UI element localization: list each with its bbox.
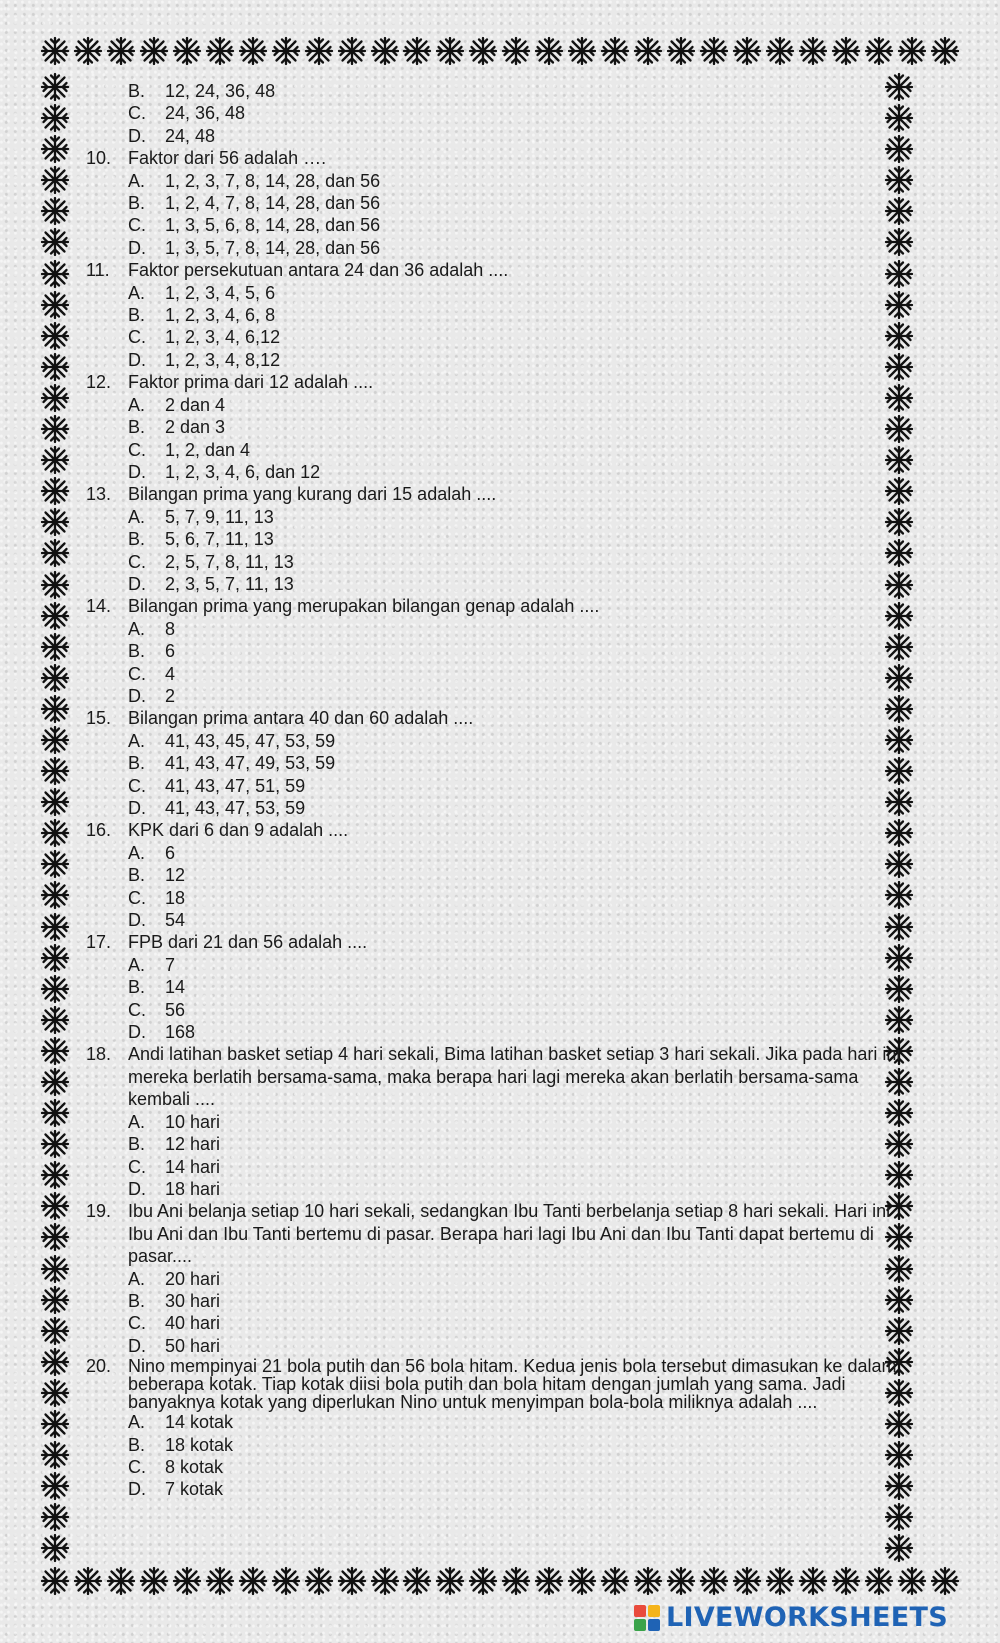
asterisk-flower-icon — [40, 1191, 70, 1221]
worksheet-content — [86, 80, 916, 1501]
option-text: 1, 2, 4, 7, 8, 14, 28, dan 56 — [165, 193, 381, 214]
option-text: 18 — [165, 887, 186, 908]
previous-question-options — [86, 80, 916, 147]
answer-option[interactable] — [86, 461, 916, 483]
option-letter: A. — [128, 282, 146, 303]
answer-option[interactable] — [86, 237, 916, 259]
asterisk-flower-icon — [271, 36, 301, 66]
option-letter: B. — [128, 977, 146, 998]
option-letter: C. — [128, 551, 146, 572]
option-text: 1, 2, 3, 4, 6, 8 — [165, 305, 276, 326]
question-number: 14. — [86, 596, 112, 617]
answer-option[interactable] — [86, 282, 916, 304]
asterisk-flower-icon — [40, 725, 70, 755]
asterisk-flower-icon — [600, 1566, 630, 1596]
asterisk-flower-icon — [40, 663, 70, 693]
answer-option[interactable] — [86, 730, 916, 752]
option-letter: D. — [128, 1479, 146, 1500]
question-text: Nino mempinyai 21 bola putih dan 56 bola hitam. Kedua jenis bola tersebut dimasukan ke dalam beberapa kotak. Tiap kotak diisi bola putih dan bola hitam dengan jumlah yang sama. Jadi banyaknya kotak yang diperlukan Nino untuk menyimpan bola-bola miliknya adalah .... — [128, 1356, 897, 1413]
asterisk-flower-icon — [172, 36, 202, 66]
answer-option[interactable] — [86, 685, 916, 707]
asterisk-flower-icon — [435, 1566, 465, 1596]
option-text: 14 kotak — [165, 1412, 234, 1433]
asterisk-flower-icon — [238, 1566, 268, 1596]
answer-option[interactable] — [86, 416, 916, 438]
option-text: 24, 36, 48 — [165, 103, 246, 124]
answer-option[interactable] — [86, 864, 916, 886]
asterisk-flower-icon — [40, 1409, 70, 1439]
question-text: Faktor persekutuan antara 24 dan 36 adalah .... — [128, 260, 509, 281]
option-text: 12 hari — [165, 1134, 221, 1155]
option-letter: B. — [128, 865, 146, 886]
option-text: 18 hari — [165, 1178, 221, 1199]
option-text: 18 kotak — [165, 1434, 234, 1455]
option-letter: D. — [128, 125, 146, 146]
asterisk-flower-icon — [40, 1533, 70, 1563]
asterisk-flower-icon — [402, 36, 432, 66]
answer-option[interactable] — [86, 1178, 916, 1200]
asterisk-flower-icon — [633, 1566, 663, 1596]
asterisk-flower-icon — [370, 1566, 400, 1596]
question-item — [86, 931, 916, 1043]
answer-option[interactable] — [86, 573, 916, 595]
asterisk-flower-icon — [765, 1566, 795, 1596]
option-text: 1, 3, 5, 7, 8, 14, 28, dan 56 — [165, 237, 381, 258]
question-list — [86, 147, 916, 1501]
asterisk-flower-icon — [40, 1378, 70, 1408]
asterisk-flower-icon — [337, 1566, 367, 1596]
asterisk-flower-icon — [897, 36, 927, 66]
question-text: Ibu Ani belanja setiap 10 hari sekali, sedangkan Ibu Tanti berbelanja setiap 8 hari sekali. Hari ini Ibu Ani dan Ibu Tanti bertemu di pasar. Berapa hari lagi Ibu Ani dan Ibu Tanti dapat bertemu di pasar.... — [128, 1201, 891, 1267]
question-text: Bilangan prima antara 40 dan 60 adalah .... — [128, 708, 474, 729]
asterisk-flower-icon — [468, 1566, 498, 1596]
option-text: 8 — [165, 618, 176, 639]
asterisk-flower-icon — [40, 36, 70, 66]
answer-option[interactable] — [86, 528, 916, 550]
asterisk-flower-icon — [40, 1347, 70, 1377]
asterisk-flower-icon — [139, 1566, 169, 1596]
option-text: 40 hari — [165, 1313, 221, 1334]
question-item — [86, 259, 916, 371]
option-text: 4 — [165, 663, 176, 684]
question-text: FPB dari 21 dan 56 adalah .... — [128, 932, 368, 953]
option-letter: B. — [128, 1290, 146, 1311]
option-letter: D. — [128, 1022, 146, 1043]
answer-option[interactable] — [86, 192, 916, 214]
question-text: KPK dari 6 dan 9 adalah .... — [128, 820, 349, 841]
option-text: 1, 2, 3, 4, 5, 6 — [165, 282, 276, 303]
option-letter: C. — [128, 215, 146, 236]
asterisk-flower-icon — [40, 1129, 70, 1159]
answer-option[interactable] — [86, 326, 916, 348]
asterisk-flower-icon — [40, 1471, 70, 1501]
asterisk-flower-icon — [172, 1566, 202, 1596]
asterisk-flower-icon — [567, 1566, 597, 1596]
option-letter: C. — [128, 439, 146, 460]
option-letter: D. — [128, 798, 146, 818]
asterisk-flower-icon — [304, 36, 334, 66]
option-letter: B. — [128, 1134, 146, 1155]
answer-option[interactable] — [86, 102, 916, 124]
answer-option[interactable] — [86, 640, 916, 662]
brand-name: LIVEWORKSHEETS — [665, 1602, 948, 1633]
asterisk-flower-icon — [40, 321, 70, 351]
asterisk-flower-icon — [40, 1440, 70, 1470]
asterisk-flower-icon — [798, 36, 828, 66]
option-letter: D. — [128, 237, 146, 258]
asterisk-flower-icon — [435, 36, 465, 66]
answer-option[interactable] — [86, 1111, 916, 1133]
option-letter: C. — [128, 663, 146, 684]
option-text: 14 — [165, 977, 186, 998]
asterisk-flower-icon — [666, 36, 696, 66]
option-text: 1, 2, dan 4 — [165, 439, 251, 460]
asterisk-flower-icon — [73, 1566, 103, 1596]
asterisk-flower-icon — [40, 943, 70, 973]
question-item — [86, 483, 916, 595]
asterisk-flower-icon — [40, 787, 70, 817]
asterisk-flower-icon — [40, 1254, 70, 1284]
answer-option[interactable] — [86, 1312, 916, 1334]
asterisk-flower-icon — [633, 36, 663, 66]
option-letter: A. — [128, 170, 146, 191]
answer-option[interactable] — [86, 551, 916, 573]
option-letter: A. — [128, 1412, 146, 1433]
option-letter: C. — [128, 327, 146, 348]
asterisk-flower-icon — [139, 36, 169, 66]
option-letter: A. — [128, 730, 146, 751]
question-number: 15. — [86, 708, 112, 729]
asterisk-flower-icon — [106, 36, 136, 66]
option-text: 1, 2, 3, 7, 8, 14, 28, dan 56 — [165, 170, 381, 191]
asterisk-flower-icon — [864, 36, 894, 66]
option-letter: A. — [128, 954, 146, 975]
question-item — [86, 371, 916, 483]
asterisk-flower-icon — [40, 103, 70, 133]
option-letter: A. — [128, 842, 146, 863]
option-letter: D. — [128, 349, 146, 370]
question-item — [86, 1043, 916, 1200]
asterisk-flower-icon — [40, 352, 70, 382]
answer-option[interactable] — [86, 909, 916, 931]
asterisk-flower-icon — [40, 849, 70, 879]
question-item — [86, 819, 916, 931]
answer-option[interactable] — [86, 976, 916, 998]
asterisk-flower-icon — [40, 632, 70, 662]
question-number: 11. — [86, 260, 110, 281]
option-letter: D. — [128, 461, 146, 482]
answer-option[interactable] — [86, 439, 916, 461]
asterisk-flower-icon — [40, 1036, 70, 1066]
asterisk-flower-icon — [271, 1566, 301, 1596]
answer-option[interactable] — [86, 1290, 916, 1312]
option-text: 1, 2, 3, 4, 6,12 — [165, 327, 281, 348]
asterisk-flower-icon — [40, 290, 70, 320]
option-text: 20 hari — [165, 1268, 221, 1289]
asterisk-flower-icon — [699, 36, 729, 66]
option-letter: D. — [128, 685, 146, 706]
answer-option[interactable] — [86, 170, 916, 192]
asterisk-flower-icon — [40, 912, 70, 942]
question-number: 18. — [86, 1044, 112, 1065]
answer-option[interactable] — [86, 80, 916, 102]
asterisk-flower-icon — [567, 36, 597, 66]
asterisk-flower-icon — [40, 259, 70, 289]
option-letter: C. — [128, 1456, 146, 1477]
ornamental-border-top — [40, 36, 960, 66]
option-letter: B. — [128, 81, 146, 101]
question-text: Bilangan prima yang merupakan bilangan genap adalah .... — [128, 596, 600, 617]
answer-option[interactable] — [86, 125, 916, 147]
asterisk-flower-icon — [40, 1502, 70, 1532]
option-text: 5, 6, 7, 11, 13 — [165, 529, 274, 550]
answer-option[interactable] — [86, 1156, 916, 1178]
asterisk-flower-icon — [884, 1502, 914, 1532]
option-letter: D. — [128, 1178, 146, 1199]
asterisk-flower-icon — [370, 36, 400, 66]
asterisk-flower-icon — [884, 1533, 914, 1563]
option-letter: A. — [128, 1111, 146, 1132]
asterisk-flower-icon — [864, 1566, 894, 1596]
option-letter: A. — [128, 394, 146, 415]
asterisk-flower-icon — [40, 974, 70, 1004]
question-item — [86, 1200, 916, 1357]
asterisk-flower-icon — [666, 1566, 696, 1596]
answer-option[interactable] — [86, 618, 916, 640]
asterisk-flower-icon — [106, 1566, 136, 1596]
asterisk-flower-icon — [40, 818, 70, 848]
answer-option[interactable] — [86, 797, 916, 819]
answer-option[interactable] — [86, 1411, 916, 1433]
asterisk-flower-icon — [40, 1566, 70, 1596]
option-text: 14 hari — [165, 1156, 221, 1177]
asterisk-flower-icon — [40, 196, 70, 226]
answer-option[interactable] — [86, 214, 916, 236]
asterisk-flower-icon — [40, 880, 70, 910]
option-text: 2 — [165, 685, 176, 706]
answer-option[interactable] — [86, 842, 916, 864]
option-text: 12, 24, 36, 48 — [165, 81, 276, 101]
option-letter: C. — [128, 775, 146, 796]
asterisk-flower-icon — [205, 1566, 235, 1596]
question-number: 17. — [86, 932, 112, 953]
asterisk-flower-icon — [501, 1566, 531, 1596]
asterisk-flower-icon — [600, 36, 630, 66]
option-letter: C. — [128, 1156, 146, 1177]
asterisk-flower-icon — [304, 1566, 334, 1596]
option-letter: B. — [128, 305, 146, 326]
option-text: 54 — [165, 910, 186, 931]
question-text: Andi latihan basket setiap 4 hari sekali, Bima latihan basket setiap 3 hari sekali. Jika pada hari ini mereka berlatih bersama-sama, maka berapa hari lagi mereka akan berlatih bersama-sama kembali .... — [128, 1044, 901, 1110]
asterisk-flower-icon — [897, 1566, 927, 1596]
question-number: 10. — [86, 148, 112, 169]
option-letter: B. — [128, 529, 146, 550]
question-text: Bilangan prima yang kurang dari 15 adalah .... — [128, 484, 497, 505]
option-text: 2 dan 3 — [165, 417, 226, 438]
option-text: 6 — [165, 641, 176, 662]
asterisk-flower-icon — [402, 1566, 432, 1596]
liveworksheets-logo-icon — [634, 1605, 660, 1631]
option-text: 2, 3, 5, 7, 11, 13 — [165, 573, 294, 594]
asterisk-flower-icon — [40, 1160, 70, 1190]
answer-option[interactable] — [86, 349, 916, 371]
asterisk-flower-icon — [205, 36, 235, 66]
option-text: 41, 43, 45, 47, 53, 59 — [165, 730, 336, 751]
option-text: 41, 43, 47, 49, 53, 59 — [165, 753, 336, 774]
option-text: 5, 7, 9, 11, 13 — [165, 506, 274, 527]
question-item — [86, 595, 916, 707]
option-text: 56 — [165, 999, 186, 1020]
option-letter: D. — [128, 910, 146, 931]
asterisk-flower-icon — [238, 36, 268, 66]
option-letter: C. — [128, 887, 146, 908]
option-text: 41, 43, 47, 51, 59 — [165, 775, 306, 796]
answer-option[interactable] — [86, 1434, 916, 1456]
asterisk-flower-icon — [40, 445, 70, 475]
question-text: Faktor dari 56 adalah …. — [128, 148, 327, 169]
option-letter: D. — [128, 1335, 146, 1356]
answer-option[interactable] — [86, 1478, 916, 1500]
option-letter: C. — [128, 1313, 146, 1334]
asterisk-flower-icon — [40, 538, 70, 568]
asterisk-flower-icon — [40, 414, 70, 444]
question-number: 20. — [86, 1356, 112, 1377]
question-number: 12. — [86, 372, 112, 393]
option-text: 24, 48 — [165, 125, 216, 146]
asterisk-flower-icon — [699, 1566, 729, 1596]
asterisk-flower-icon — [930, 1566, 960, 1596]
option-text: 50 hari — [165, 1335, 221, 1356]
asterisk-flower-icon — [40, 1098, 70, 1128]
asterisk-flower-icon — [73, 36, 103, 66]
asterisk-flower-icon — [40, 507, 70, 537]
asterisk-flower-icon — [40, 1285, 70, 1315]
option-letter: C. — [128, 103, 146, 124]
asterisk-flower-icon — [732, 36, 762, 66]
answer-option[interactable] — [86, 999, 916, 1021]
asterisk-flower-icon — [40, 227, 70, 257]
answer-option[interactable] — [86, 663, 916, 685]
option-letter: D. — [128, 573, 146, 594]
asterisk-flower-icon — [40, 1316, 70, 1346]
answer-option[interactable] — [86, 1021, 916, 1043]
option-text: 1, 3, 5, 6, 8, 14, 28, dan 56 — [165, 215, 381, 236]
liveworksheets-logo[interactable] — [634, 1602, 948, 1633]
option-letter: B. — [128, 1434, 146, 1455]
answer-option[interactable] — [86, 394, 916, 416]
asterisk-flower-icon — [337, 36, 367, 66]
option-text: 30 hari — [165, 1290, 221, 1311]
option-letter: A. — [128, 1268, 146, 1289]
option-text: 6 — [165, 842, 176, 863]
option-letter: B. — [128, 753, 146, 774]
ornamental-border-bottom — [40, 1566, 960, 1596]
option-text: 41, 43, 47, 53, 59 — [165, 798, 306, 818]
answer-option[interactable] — [86, 887, 916, 909]
answer-option[interactable] — [86, 1335, 916, 1357]
option-letter: B. — [128, 193, 146, 214]
answer-option[interactable] — [86, 304, 916, 326]
question-item — [86, 1357, 916, 1501]
asterisk-flower-icon — [40, 601, 70, 631]
option-letter: A. — [128, 618, 146, 639]
asterisk-flower-icon — [468, 36, 498, 66]
asterisk-flower-icon — [40, 1005, 70, 1035]
asterisk-flower-icon — [40, 72, 70, 102]
asterisk-flower-icon — [831, 1566, 861, 1596]
option-text: 1, 2, 3, 4, 8,12 — [165, 349, 281, 370]
option-text: 12 — [165, 865, 186, 886]
asterisk-flower-icon — [534, 36, 564, 66]
answer-option[interactable] — [86, 1456, 916, 1478]
option-letter: B. — [128, 641, 146, 662]
asterisk-flower-icon — [40, 383, 70, 413]
option-text: 2, 5, 7, 8, 11, 13 — [165, 551, 294, 572]
question-number: 19. — [86, 1201, 112, 1222]
answer-option[interactable] — [86, 1133, 916, 1155]
option-text: 7 — [165, 954, 176, 975]
asterisk-flower-icon — [40, 756, 70, 786]
option-text: 7 kotak — [165, 1479, 224, 1500]
option-text: 1, 2, 3, 4, 6, dan 12 — [165, 461, 321, 482]
answer-option[interactable] — [86, 752, 916, 774]
ornamental-border-left — [40, 72, 70, 1564]
asterisk-flower-icon — [732, 1566, 762, 1596]
option-text: 8 kotak — [165, 1456, 224, 1477]
option-letter: C. — [128, 999, 146, 1020]
asterisk-flower-icon — [40, 165, 70, 195]
answer-option[interactable] — [86, 954, 916, 976]
answer-option[interactable] — [86, 775, 916, 797]
answer-option[interactable] — [86, 506, 916, 528]
asterisk-flower-icon — [40, 1067, 70, 1097]
asterisk-flower-icon — [40, 476, 70, 506]
asterisk-flower-icon — [765, 36, 795, 66]
question-text: Faktor prima dari 12 adalah .... — [128, 372, 374, 393]
question-item — [86, 147, 916, 259]
option-text: 10 hari — [165, 1111, 221, 1132]
option-letter: A. — [128, 506, 146, 527]
option-text: 168 — [165, 1022, 196, 1043]
question-item — [86, 707, 916, 819]
option-letter: B. — [128, 417, 146, 438]
asterisk-flower-icon — [930, 36, 960, 66]
asterisk-flower-icon — [798, 1566, 828, 1596]
asterisk-flower-icon — [831, 36, 861, 66]
asterisk-flower-icon — [534, 1566, 564, 1596]
asterisk-flower-icon — [40, 570, 70, 600]
answer-option[interactable] — [86, 1268, 916, 1290]
option-text: 2 dan 4 — [165, 394, 226, 415]
question-number: 13. — [86, 484, 112, 505]
asterisk-flower-icon — [40, 134, 70, 164]
asterisk-flower-icon — [501, 36, 531, 66]
asterisk-flower-icon — [40, 694, 70, 724]
asterisk-flower-icon — [40, 1222, 70, 1252]
question-number: 16. — [86, 820, 112, 841]
